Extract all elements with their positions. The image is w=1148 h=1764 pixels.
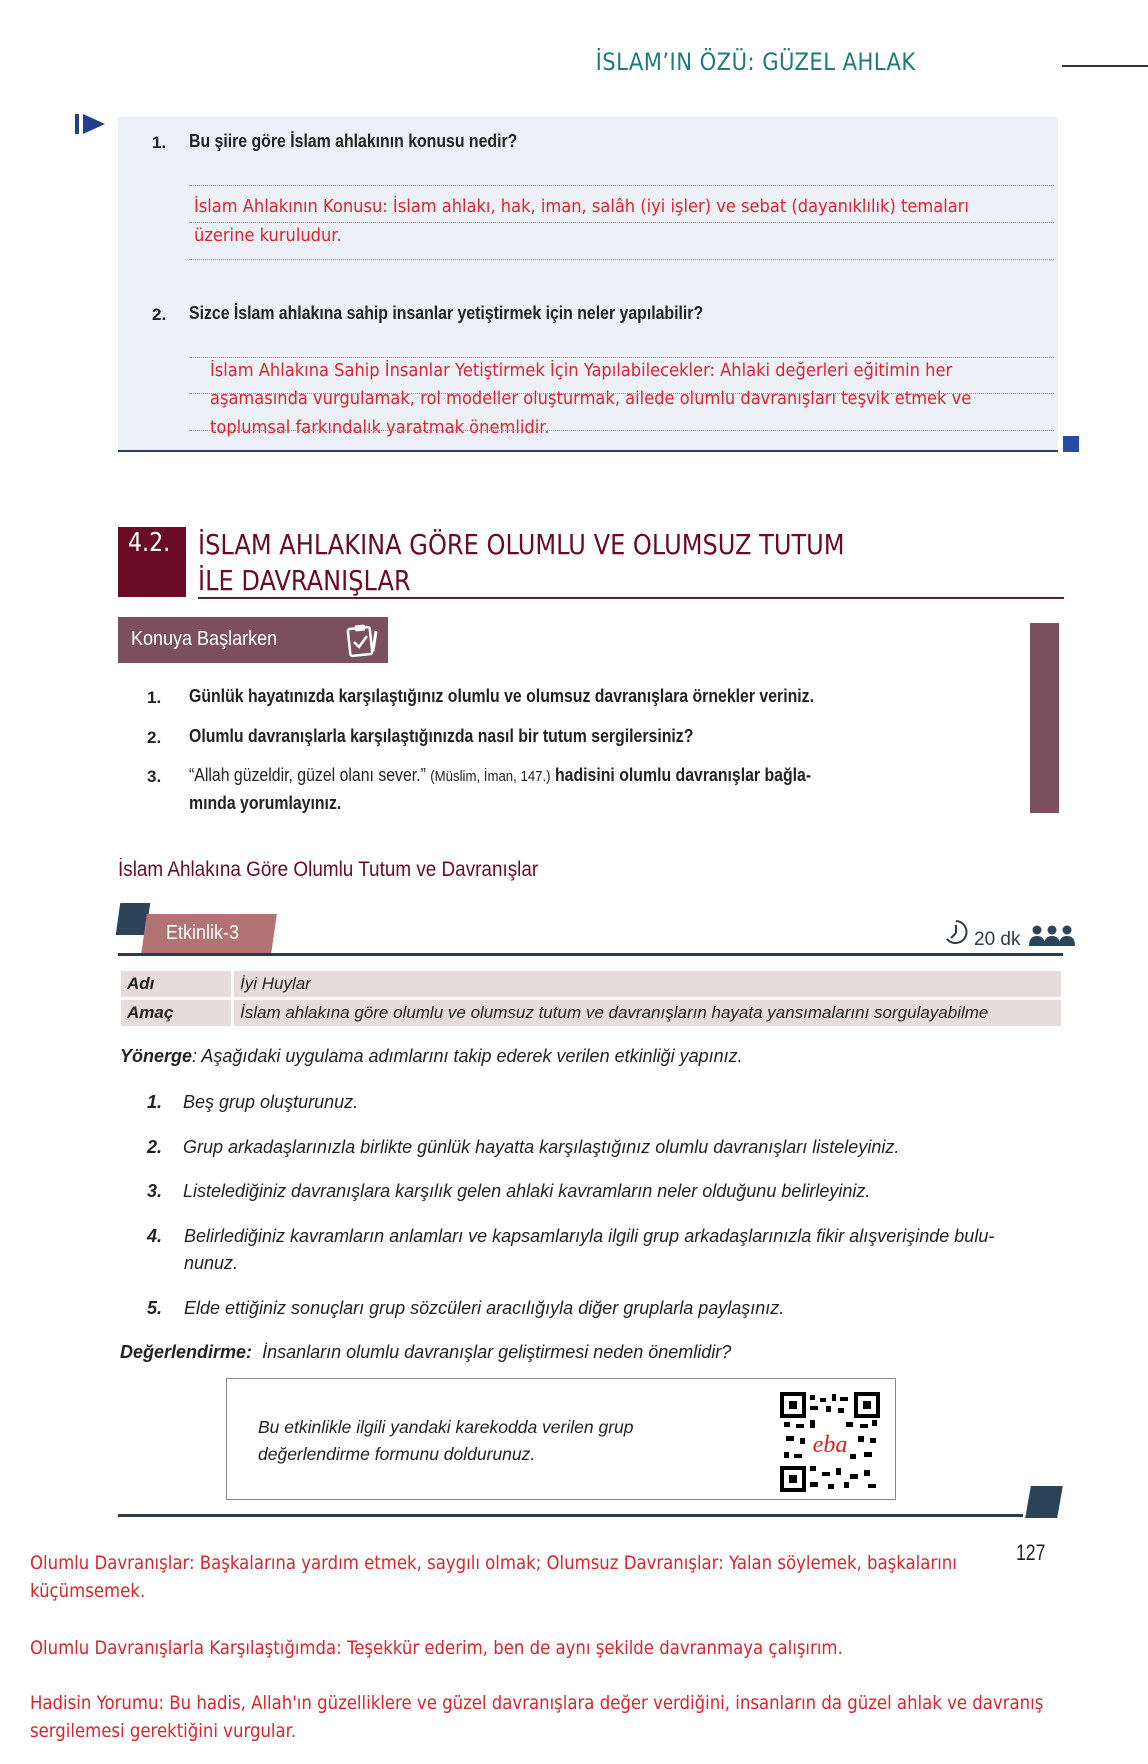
answer-line xyxy=(189,222,1054,223)
side-accent-bar xyxy=(1030,623,1059,813)
answer-text[interactable]: toplumsal farkındalık yaratmak önemlidir. xyxy=(210,418,550,438)
answer-text[interactable]: İslam Ahlakına Sahip İnsanlar Yetiştirmek İçin Yapılabilecekler: Ahlaki değerleri eğitimin her xyxy=(210,361,953,381)
question-text: Günlük hayatınızda karşılaştığınız olumlu ve olumsuz davranışlara örnekler veriniz. xyxy=(189,686,814,706)
instruction xyxy=(120,1046,743,1067)
activity-meta xyxy=(942,918,1076,951)
header-rule xyxy=(1062,65,1148,67)
step-number: 5. xyxy=(147,1298,163,1318)
footer-answer[interactable]: sergilemesi gerektiğini vurgular. xyxy=(30,1720,297,1742)
table-row xyxy=(121,1000,1061,1026)
footer-answer[interactable]: Hadisin Yorumu: Bu hadis, Allah'ın güzelliklere ve güzel davranışlara değer verdiğini, insanların da güzel ahlak ve davranış xyxy=(30,1692,1044,1714)
instruction-label: Yönerge xyxy=(120,1046,193,1066)
answer-line xyxy=(189,430,1054,431)
instruction-text: : Aşağıdaki uygulama adımlarını takip ederek verilen etkinliği yapınız. xyxy=(192,1046,743,1066)
section-number: 4.2. xyxy=(128,528,171,558)
corner-square xyxy=(1063,436,1079,452)
answer-text[interactable]: üzerine kuruludur. xyxy=(194,226,342,246)
question-text: Sizce İslam ahlakına sahip insanlar yetiştirmek için neler yapılabilir? xyxy=(189,303,704,323)
answer-text[interactable]: aşamasında vurgulamak, rol modeller oluşturmak, ailede olumlu davranışları teşvik etmek ve xyxy=(210,389,972,409)
question-number: 1. xyxy=(147,688,162,707)
qr-instruction-line1: Bu etkinlikle ilgili yandaki karekodda verilen grup xyxy=(258,1417,634,1437)
step-text: Belirlediğiniz kavramların anlamları ve kapsamlarıyla ilgili grup arkadaşlarınızla fikir alışverişinde bulu- xyxy=(184,1226,995,1246)
evaluation-label: Değerlendirme: xyxy=(120,1342,253,1362)
clipboard-check-icon xyxy=(345,623,383,664)
page-corner-tab xyxy=(1025,1486,1063,1518)
step-text: Beş grup oluşturunuz. xyxy=(183,1092,359,1112)
play-marker-icon xyxy=(75,112,111,141)
step-text: Listelediğiniz davranışlara karşılık gelen ahlaki kavramların neler olduğunu belirleyiniz. xyxy=(183,1181,871,1201)
activity-duration: 20 dk xyxy=(974,929,1021,950)
question-text: Bu şiire göre İslam ahlakının konusu nedir? xyxy=(189,131,518,151)
question-number: 3. xyxy=(147,767,162,786)
evaluation xyxy=(120,1342,731,1363)
qr-instruction-line2: değerlendirme formunu doldurunuz. xyxy=(258,1444,536,1464)
chapter-title: İSLAM’IN ÖZÜ: GÜZEL AHLAK xyxy=(595,48,916,76)
question-text-continued: mında yorumlayınız. xyxy=(189,793,342,813)
group-icon xyxy=(1028,924,1076,951)
section-rule xyxy=(198,597,1064,599)
table-row xyxy=(121,971,1061,997)
table-key: Amaç xyxy=(121,1000,234,1026)
answer-line xyxy=(189,259,1054,260)
step-number: 1. xyxy=(147,1092,163,1112)
activity-label: Etkinlik-3 xyxy=(166,922,240,944)
step-number: 3. xyxy=(147,1181,163,1201)
section-title xyxy=(198,527,845,599)
clock-icon xyxy=(942,918,970,951)
footer-answer[interactable]: Olumlu Davranışlar: Başkalarına yardım etmek, saygılı olmak; Olumsuz Davranışlar: Yalan söylemek, başkalarını xyxy=(30,1552,957,1574)
activity-info-table xyxy=(121,968,1061,1029)
answer-line xyxy=(189,357,1054,358)
question-number: 2. xyxy=(147,728,162,747)
question-text: Olumlu davranışlarla karşılaştığınızda nasıl bir tutum sergilersiniz? xyxy=(189,726,694,746)
step-text-continued: nunuz. xyxy=(184,1253,239,1273)
answer-line xyxy=(189,185,1054,186)
step-text: Elde ettiğiniz sonuçları grup sözcüleri aracılığıyla diğer gruplarla paylaşınız. xyxy=(184,1298,785,1318)
table-key: Adı xyxy=(121,971,234,997)
qr-instruction xyxy=(258,1414,633,1468)
answer-text[interactable]: İslam Ahlakının Konusu: İslam ahlakı, hak, iman, salâh (iyi işler) ve sebat (dayanıklılık) temaları xyxy=(194,197,969,217)
page-bottom-rule xyxy=(118,1514,1023,1517)
question-box-rule xyxy=(118,450,1058,452)
hadith-source: (Müslim, İman, 147.) xyxy=(430,768,551,785)
step-number: 2. xyxy=(147,1137,163,1157)
question-number: 1. xyxy=(152,133,167,152)
table-value: İyi Huylar xyxy=(234,971,1061,997)
footer-answer[interactable]: küçümsemek. xyxy=(30,1580,146,1602)
evaluation-text: İnsanların olumlu davranışlar geliştirmesi neden önemlidir? xyxy=(262,1342,732,1362)
step-number: 4. xyxy=(147,1226,163,1246)
footer-answer[interactable]: Olumlu Davranışlarla Karşılaştığımda: Teşekkür ederim, ben de aynı şekilde davranmaya çalışırım. xyxy=(30,1637,843,1659)
section-title-line1: İSLAM AHLAKINA GÖRE OLUMLU VE OLUMSUZ TUTUM xyxy=(198,528,845,561)
question-text xyxy=(189,765,811,786)
hadith-quote: “Allah güzeldir, güzel olanı sever.” xyxy=(189,765,426,785)
question-number: 2. xyxy=(152,305,167,324)
table-value: İslam ahlakına göre olumlu ve olumsuz tutum ve davranışların hayata yansımalarını sorgulayabilme xyxy=(234,1000,1061,1026)
section-title-line2: İLE DAVRANIŞLAR xyxy=(198,564,411,597)
svg-text:eba: eba xyxy=(812,1432,848,1458)
subheading: İslam Ahlakına Göre Olumlu Tutum ve Davranışlar xyxy=(118,858,539,881)
page-number: 127 xyxy=(1016,1540,1046,1565)
konuya-baslarken-label: Konuya Başlarken xyxy=(131,628,278,650)
qr-code[interactable] xyxy=(780,1392,880,1492)
step-text: Grup arkadaşlarınızla birlikte günlük hayatta karşılaştığınız olumlu davranışları listeleyiniz. xyxy=(183,1137,900,1157)
question-text-part: hadisini olumlu davranışlar bağla- xyxy=(554,765,812,785)
activity-rule xyxy=(118,953,1063,956)
